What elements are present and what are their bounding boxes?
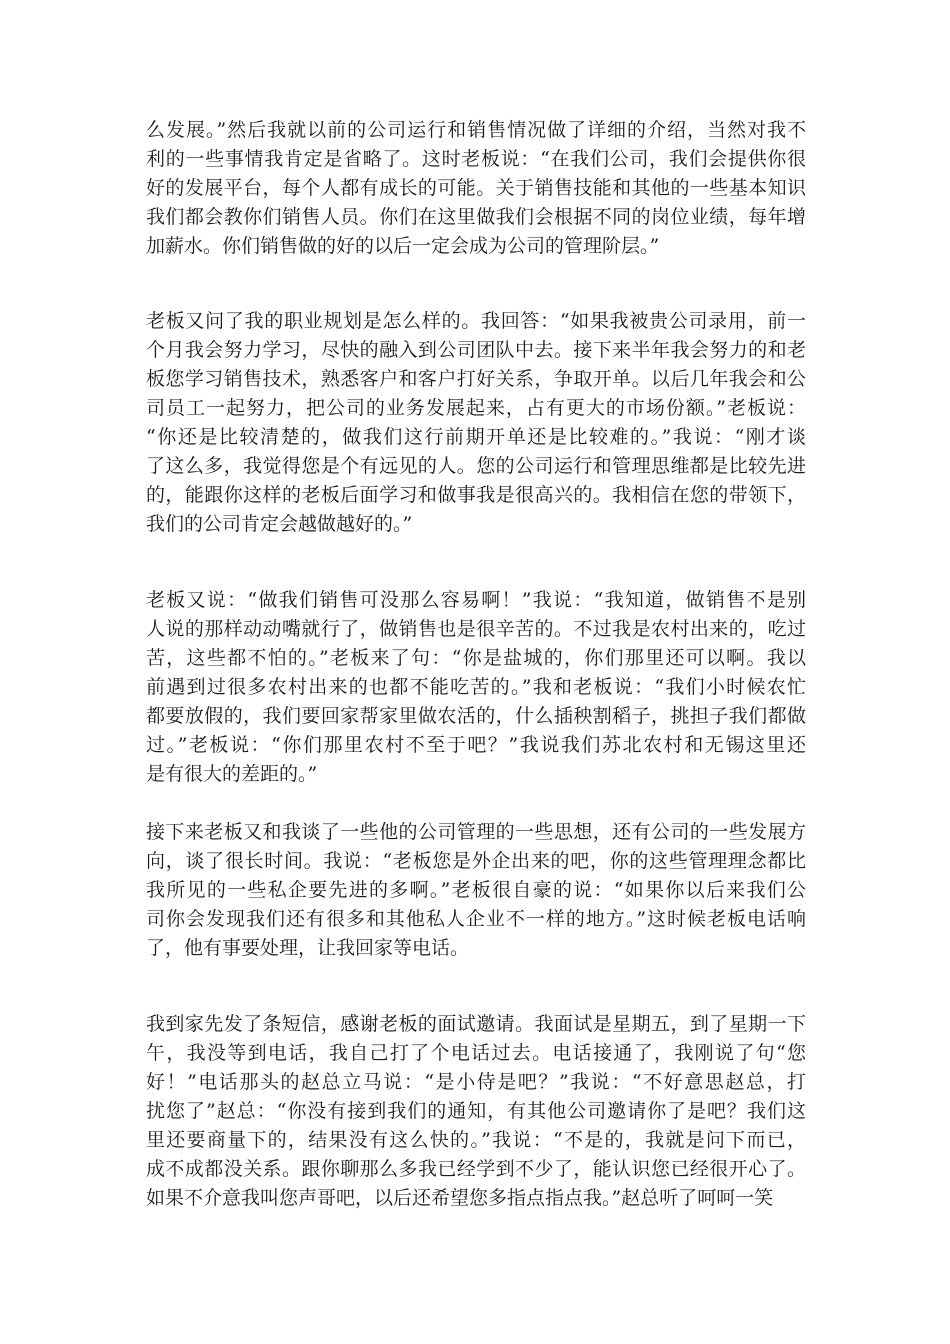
paragraph-line: 好的发展平台，每个人都有成长的可能。关于销售技能和其他的一些基本知识: [146, 177, 806, 199]
paragraph-line: 的，能跟你这样的老板后面学习和做事我是很高兴的。我相信在您的带领下，: [146, 484, 806, 506]
paragraph-line: 里还要商量下的，结果没有这么快的。”我说：“不是的，我就是问下而已，: [146, 1129, 806, 1151]
paragraph-line: 我们的公司肯定会越做越好的。”: [146, 513, 413, 535]
paragraph-line: 我所见的一些私企要先进的多啊。”老板很自豪的说：“如果你以后来我们公: [146, 879, 806, 901]
paragraph-line: 老板又说：“做我们销售可没那么容易啊！”我说：“我知道，做销售不是别: [146, 589, 806, 611]
paragraph-line: 如果不介意我叫您声哥吧，以后还希望您多指点指点我。”赵总听了呵呵一笑: [146, 1187, 774, 1209]
paragraph-line: 利的一些事情我肯定是省略了。这时老板说：“在我们公司，我们会提供你很: [146, 148, 806, 170]
paragraph-line: 司员工一起努力，把公司的业务发展起来，占有更大的市场份额。”老板说：: [146, 397, 806, 419]
paragraph-line: 接下来老板又和我谈了一些他的公司管理的一些思想，还有公司的一些发展方: [146, 821, 806, 843]
paragraph-line: 是有很大的差距的。”: [146, 763, 318, 785]
paragraph-line: 我们都会教你们销售人员。你们在这里做我们会根据不同的岗位业绩，每年增: [146, 206, 806, 228]
paragraph-line: 司你会发现我们还有很多和其他私人企业不一样的地方。”这时候老板电话响: [146, 908, 806, 930]
paragraph-5: [146, 1010, 806, 1213]
paragraph-line: 人说的那样动动嘴就行了，做销售也是很辛苦的。不过我是农村出来的，吃过: [146, 618, 806, 640]
paragraph-line: 午，我没等到电话，我自己打了个电话过去。电话接通了，我刚说了句“您: [146, 1042, 806, 1064]
paragraph-line: 我到家先发了条短信，感谢老板的面试邀请。我面试是星期五，到了星期一下: [146, 1013, 806, 1035]
paragraph-line: 个月我会努力学习，尽快的融入到公司团队中去。接下来半年我会努力的和老: [146, 339, 806, 361]
paragraph-2: [146, 307, 806, 539]
paragraph-line: 成不成都没关系。跟你聊那么多我已经学到不少了，能认识您已经很开心了。: [146, 1158, 806, 1180]
paragraph-line: 板您学习销售技术，熟悉客户和客户打好关系，争取开单。以后几年我会和公: [146, 368, 806, 390]
paragraph-line: 苦，这些都不怕的。”老板来了句：“你是盐城的，你们那里还可以啊。我以: [146, 647, 806, 669]
paragraph-line: 了这么多，我觉得您是个有远见的人。您的公司运行和管理思维都是比较先进: [146, 455, 806, 477]
paragraph-line: 老板又问了我的职业规划是怎么样的。我回答：“如果我被贵公司录用，前一: [146, 310, 806, 332]
paragraph-4: [146, 818, 806, 963]
paragraph-line: 扰您了”赵总：“你没有接到我们的通知，有其他公司邀请你了是吧？我们这: [146, 1100, 806, 1122]
paragraph-line: 过。”老板说：“你们那里农村不至于吧？”我说我们苏北农村和无锡这里还: [146, 734, 806, 756]
paragraph-line: 了，他有事要处理，让我回家等电话。: [146, 937, 470, 959]
paragraph-line: 好！”电话那头的赵总立马说：“是小侍是吧？”我说：“不好意思赵总，打: [146, 1071, 806, 1093]
paragraph-3: [146, 586, 806, 789]
paragraph-line: 向，谈了很长时间。我说：“老板您是外企出来的吧，你的这些管理理念都比: [146, 850, 806, 872]
paragraph-line: 么发展。”然后我就以前的公司运行和销售情况做了详细的介绍，当然对我不: [146, 119, 806, 141]
paragraph-line: 都要放假的，我们要回家帮家里做农活的，什么插秧割稻子，挑担子我们都做: [146, 705, 806, 727]
paragraph-1: [146, 116, 806, 261]
paragraph-line: 加薪水。你们销售做的好的以后一定会成为公司的管理阶层。”: [146, 235, 660, 257]
paragraph-line: 前遇到过很多农村出来的也都不能吃苦的。”我和老板说：“我们小时候农忙: [146, 676, 806, 698]
paragraph-line: “你还是比较清楚的，做我们这行前期开单还是比较难的。”我说：“刚才谈: [146, 426, 806, 448]
